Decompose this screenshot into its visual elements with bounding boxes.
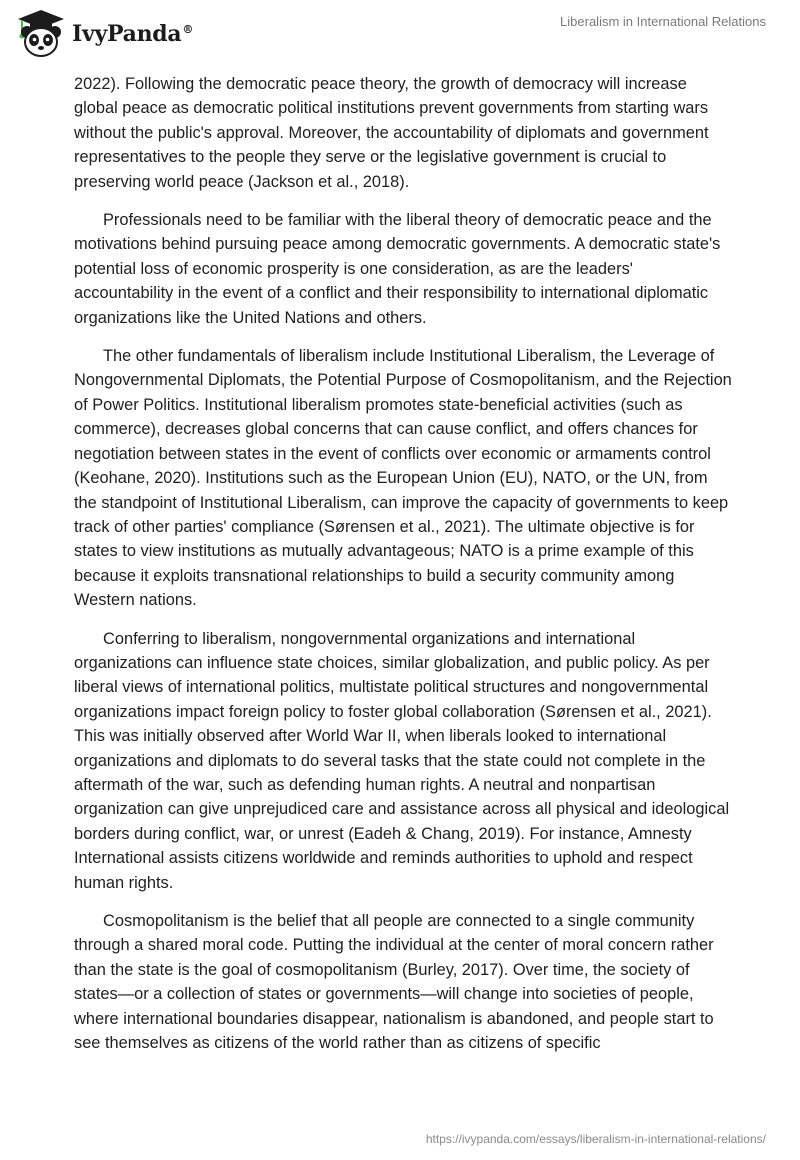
paragraph-5: Cosmopolitanism is the belief that all people are connected to a single community through a shared moral code. Putting the individual at the center of moral concern rather than the state is the goal of cosmopolitanism (Burley, 2017). Over time, the society of states—or a collection of states or governments—will change into societies of people, where international boundaries disappear, nationalism is abandoned, and people start to see themselves as citizens of the world rather than as citizens of specific xyxy=(74,912,714,1053)
panda-graduate-icon xyxy=(14,8,68,60)
paragraph-1: 2022). Following the democratic peace theory, the growth of democracy will increase global peace as democratic political institutions prevent governments from starting wars without the public's approval. Moreover, the accountability of diplomats and government representatives to the people they serve or the legislative government is crucial to preserving world peace (Jackson et al., 2018). xyxy=(74,75,709,191)
ivypanda-logo[interactable] xyxy=(14,8,193,60)
paragraph-4: Conferring to liberalism, nongovernmental organizations and international organizations can influence state choices, similar globalization, and public policy. As per liberal views of international politics, multistate political structures and nongovernmental organizations impact foreign policy to foster global collaboration (Sørensen et al., 2021). This was initially observed after World War II, when liberals looked to international organizations and diplomats to do several tasks that the state could not complete in the aftermath of the war, such as defending human rights. A neutral and nonpartisan organization can give unprejudiced care and assistance across all physical and ideological borders during conflict, war, or unrest (Eadeh & Chang, 2019). For instance, Amnesty International assists citizens worldwide and reminds authorities to uphold and respect human rights. xyxy=(74,629,730,892)
registered-mark: ® xyxy=(182,22,194,36)
paragraph-3: The other fundamentals of liberalism include Institutional Liberalism, the Leverage of Nongovernmental Diplomats, the Potential Purpose of Cosmopolitanism, and the Rejection of Power Politics. Institutional liberalism promotes state-beneficial activities (such as commerce), decreases global concerns that can cause conflict, and offers chances for negotiation between states in the event of conflicts over economic or armaments control (Keohane, 2020). Institutions such as the European Union (EU), NATO, or the UN, from the standpoint of Institutional Liberalism, can improve the capacity of governments to keep track of other parties' compliance (Sørensen et al., 2021). The ultimate objective is for states to view institutions as mutually advantageous; NATO is a prime example of this because it exploits transnational relationships to build a security community among Western nations. xyxy=(74,347,732,610)
logo-text: IvyPanda xyxy=(72,21,182,47)
document-title: Liberalism in International Relations xyxy=(560,14,766,29)
source-url[interactable]: https://ivypanda.com/essays/liberalism-in-international-relations/ xyxy=(425,1132,766,1146)
paragraph-2: Professionals need to be familiar with the liberal theory of democratic peace and the motivations behind pursuing peace among democratic governments. A democratic state's potential loss of economic prosperity is one consideration, as are the leaders' accountability in the event of a conflict and their responsibility to international diplomatic organizations like the United Nations and others. xyxy=(74,211,721,327)
page-header xyxy=(0,0,800,70)
logo-wordmark xyxy=(72,21,193,47)
essay-body xyxy=(74,72,734,1069)
